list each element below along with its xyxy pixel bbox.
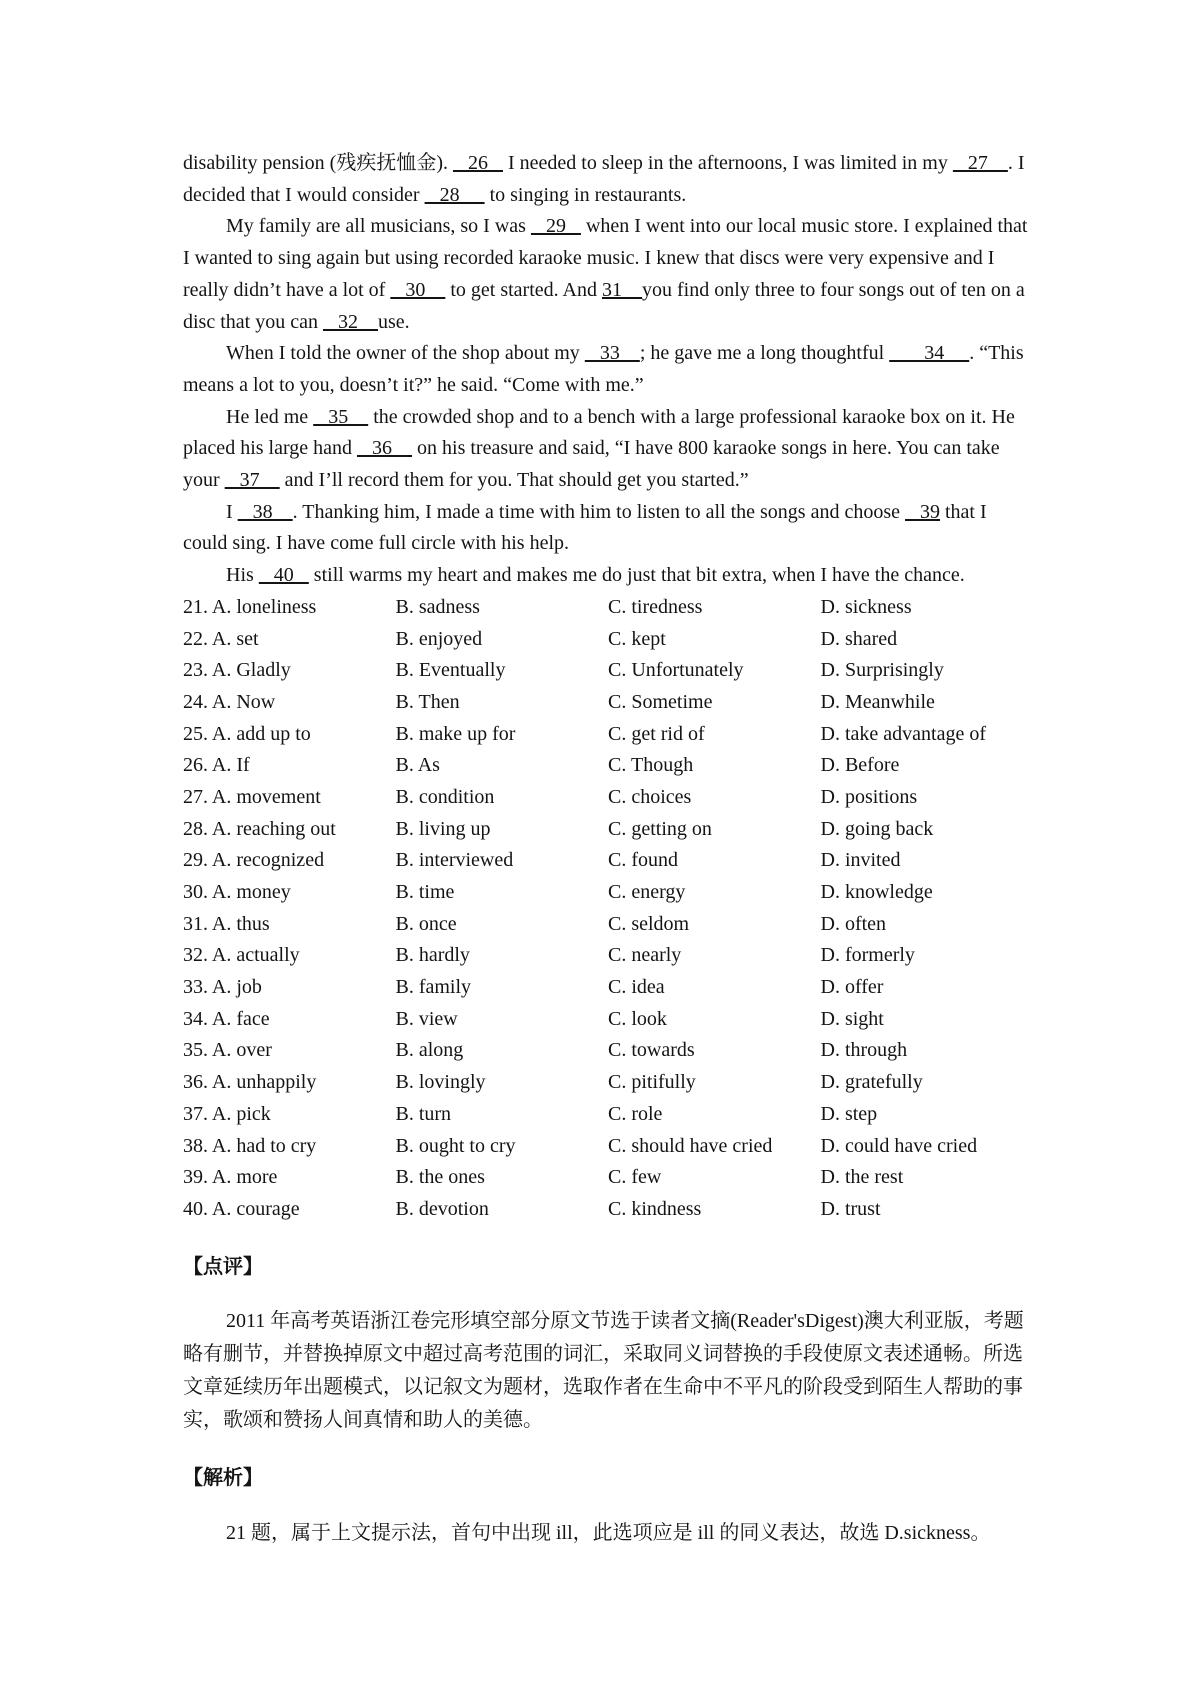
passage-text: ; he gave me a long thoughtful xyxy=(639,342,890,365)
analysis-heading: 【解析】 xyxy=(183,1467,263,1490)
option-cell: B. family xyxy=(395,976,472,999)
option-row xyxy=(183,1162,1033,1194)
option-cell: D. often xyxy=(820,912,887,935)
passage-text: that I could sing. I have come full circle with his help. xyxy=(183,500,987,555)
option-cell: 21. A. loneliness xyxy=(183,595,317,618)
option-row xyxy=(183,1067,1033,1099)
option-cell: B. ought to cry xyxy=(395,1134,516,1157)
option-cell: 25. A. add up to xyxy=(183,722,311,745)
option-cell: C. found xyxy=(608,849,678,872)
option-cell: 30. A. money xyxy=(183,881,291,904)
option-cell: C. Though xyxy=(608,754,694,777)
option-cell: D. sight xyxy=(820,1007,884,1030)
option-cell: 23. A. Gladly xyxy=(183,659,291,682)
option-cell: C. energy xyxy=(608,881,686,904)
option-row xyxy=(183,814,1033,846)
option-cell: B. Eventually xyxy=(395,659,506,682)
option-cell: 28. A. reaching out xyxy=(183,817,336,840)
passage-paragraph xyxy=(183,338,1033,401)
option-row xyxy=(183,1131,1033,1163)
option-cell: D. shared xyxy=(820,627,898,650)
option-cell: C. kept xyxy=(608,627,666,650)
passage-text: when I went into our local music store. I explained that I wanted to sing again but using recorded karaoke music. I knew that discs were very expensive and I really didn’t have a lot of xyxy=(183,215,1028,301)
passage-text: you find only three to four songs out of ten on a disc that you can xyxy=(183,278,1025,333)
passage-paragraph xyxy=(183,402,1033,497)
blank-number: 37 xyxy=(224,469,280,492)
option-cell: B. Then xyxy=(395,690,460,713)
blank-number: 33 xyxy=(584,342,640,365)
option-cell: B. hardly xyxy=(395,944,470,967)
option-cell: 37. A. pick xyxy=(183,1102,271,1125)
option-cell: 29. A. recognized xyxy=(183,849,325,872)
passage-text: to get started. And xyxy=(445,278,602,301)
passage-text: and I’ll record them for you. That should get you started.” xyxy=(279,469,749,492)
document-page xyxy=(183,148,1033,1550)
option-row xyxy=(183,972,1033,1004)
passage-paragraph xyxy=(183,211,1033,338)
passage-text: . “This means a lot to you, doesn’t it?” he said. “Come with me.” xyxy=(183,342,1024,396)
blank-number: 26 xyxy=(452,152,503,174)
option-row xyxy=(183,1035,1033,1067)
option-cell: D. knowledge xyxy=(820,881,933,904)
passage-paragraph xyxy=(183,497,1033,560)
blank-number: 31 xyxy=(601,278,642,301)
option-cell: 24. A. Now xyxy=(183,690,276,713)
option-cell: B. along xyxy=(395,1039,464,1062)
option-row xyxy=(183,1194,1033,1226)
option-cell: C. tiredness xyxy=(608,595,703,618)
option-cell: D. formerly xyxy=(820,944,915,967)
blank-number: 36 xyxy=(357,437,413,460)
passage-text: His xyxy=(226,564,259,587)
option-cell: D. offer xyxy=(820,976,884,999)
option-row xyxy=(183,845,1033,877)
option-row xyxy=(183,750,1033,782)
option-cell: C. role xyxy=(608,1102,663,1125)
option-row xyxy=(183,940,1033,972)
option-cell: C. few xyxy=(608,1166,662,1189)
passage-text: . I decided that I would consider xyxy=(183,152,1025,206)
blank-number: 30 xyxy=(390,278,446,301)
option-cell: 33. A. job xyxy=(183,976,262,999)
option-cell: D. take advantage of xyxy=(820,722,986,745)
option-cell: B. As xyxy=(395,754,440,777)
passage-text: still warms my heart and makes me do just that bit extra, when I have the chance. xyxy=(308,564,965,587)
analysis-text: 21 题，属于上文提示法，首句中出现 ill，此选项应是 ill 的同义表达，故选 D.sickness。 xyxy=(226,1522,991,1544)
option-cell: D. the rest xyxy=(820,1166,904,1189)
option-cell: C. pitifully xyxy=(608,1071,696,1094)
blank-number: 29 xyxy=(530,215,581,238)
option-row xyxy=(183,782,1033,814)
option-cell: C. Sometime xyxy=(608,690,713,713)
option-cell: D. going back xyxy=(820,817,934,840)
passage-text: on his treasure and said, “I have 800 karaoke songs in here. You can take your xyxy=(183,437,1000,492)
option-cell: 27. A. movement xyxy=(183,785,321,808)
option-row xyxy=(183,655,1033,687)
option-cell: D. Meanwhile xyxy=(820,690,935,713)
review-text: 2011 年高考英语浙江卷完形填空部分原文节选于读者文摘(Reader'sDigest)澳大利亚版，考题略有删节，并替换掉原文中超过高考范围的词汇，采取同义词替换的手段使原文表述通畅。所选文章延续历年出题模式，以记叙文为题材，选取作者在生命中不平凡的阶段受到陌生人帮助的事实，歌颂和赞扬人间真情和助人的美德。 xyxy=(183,1310,1024,1432)
blank-number: 27 xyxy=(952,152,1008,174)
option-cell: B. enjoyed xyxy=(395,627,483,650)
option-cell: D. step xyxy=(820,1102,878,1125)
option-cell: 39. A. more xyxy=(183,1166,278,1189)
option-cell: B. sadness xyxy=(395,595,480,618)
option-row xyxy=(183,592,1033,624)
option-row xyxy=(183,687,1033,719)
option-cell: B. time xyxy=(395,881,455,904)
passage-text: I needed to sleep in the afternoons, I was limited in my xyxy=(502,152,953,174)
blank-number: 32 xyxy=(322,310,378,333)
option-cell: D. sickness xyxy=(820,595,912,618)
option-cell: C. should have cried xyxy=(608,1134,773,1157)
passage-text: . Thanking him, I made a time with him to listen to all the songs and choose xyxy=(292,500,905,523)
passage-text: disability pension (残疾抚恤金). xyxy=(183,152,453,174)
option-cell: D. positions xyxy=(820,785,918,808)
passage-text: I xyxy=(226,500,238,523)
passage-text: My family are all musicians, so I was xyxy=(226,215,531,238)
passage-text: When I told the owner of the shop about my xyxy=(226,342,585,365)
option-cell: B. turn xyxy=(395,1102,452,1125)
option-cell: C. kindness xyxy=(608,1197,702,1220)
option-cell: B. lovingly xyxy=(395,1071,486,1094)
option-cell: D. invited xyxy=(820,849,901,872)
passage xyxy=(183,148,1033,592)
option-cell: 40. A. courage xyxy=(183,1197,300,1220)
option-cell: 34. A. face xyxy=(183,1007,270,1030)
option-row xyxy=(183,1004,1033,1036)
option-cell: 38. A. had to cry xyxy=(183,1134,317,1157)
option-cell: D. through xyxy=(820,1039,908,1062)
option-cell: C. towards xyxy=(608,1039,695,1062)
option-cell: D. Before xyxy=(820,754,900,777)
option-cell: B. make up for xyxy=(395,722,516,745)
passage-paragraph xyxy=(183,560,1033,592)
blank-number: 28 xyxy=(424,183,485,206)
option-cell: 22. A. set xyxy=(183,627,259,650)
option-row xyxy=(183,877,1033,909)
blank-number: 35 xyxy=(313,405,369,428)
option-cell: B. view xyxy=(395,1007,458,1030)
option-cell: B. condition xyxy=(395,785,495,808)
option-cell: C. choices xyxy=(608,785,692,808)
passage-text: use. xyxy=(377,310,410,333)
blank-number: 39 xyxy=(905,500,940,523)
option-cell: B. devotion xyxy=(395,1197,489,1220)
passage-text: to singing in restaurants. xyxy=(484,183,687,206)
blank-number: 40 xyxy=(258,564,309,587)
passage-text: He led me xyxy=(226,405,314,428)
option-row xyxy=(183,719,1033,751)
option-cell: B. living up xyxy=(395,817,491,840)
option-cell: D. trust xyxy=(820,1197,881,1220)
passage-text: the crowded shop and to a bench with a large professional karaoke box on it. He placed his large hand xyxy=(183,405,1015,460)
options-table xyxy=(183,592,1033,1226)
option-cell: B. interviewed xyxy=(395,849,514,872)
option-cell: 32. A. actually xyxy=(183,944,300,967)
blank-number: 38 xyxy=(237,500,293,523)
option-cell: C. idea xyxy=(608,976,665,999)
option-cell: 36. A. unhappily xyxy=(183,1071,317,1094)
option-cell: D. Surprisingly xyxy=(820,659,944,682)
option-row xyxy=(183,624,1033,656)
option-cell: C. get rid of xyxy=(608,722,705,745)
option-cell: B. the ones xyxy=(395,1166,485,1189)
option-cell: B. once xyxy=(395,912,457,935)
option-cell: C. getting on xyxy=(608,817,712,840)
option-cell: C. Unfortunately xyxy=(608,659,744,682)
blank-number: 34 xyxy=(889,342,970,365)
option-cell: 31. A. thus xyxy=(183,912,270,935)
passage-paragraph xyxy=(183,148,1033,211)
option-cell: D. could have cried xyxy=(820,1134,978,1157)
option-row xyxy=(183,909,1033,941)
option-cell: C. look xyxy=(608,1007,667,1030)
option-row xyxy=(183,1099,1033,1131)
option-cell: 26. A. If xyxy=(183,754,250,777)
option-cell: 35. A. over xyxy=(183,1039,272,1062)
option-cell: D. gratefully xyxy=(820,1071,923,1094)
option-cell: C. nearly xyxy=(608,944,682,967)
review-heading: 【点评】 xyxy=(183,1255,263,1278)
option-cell: C. seldom xyxy=(608,912,690,935)
